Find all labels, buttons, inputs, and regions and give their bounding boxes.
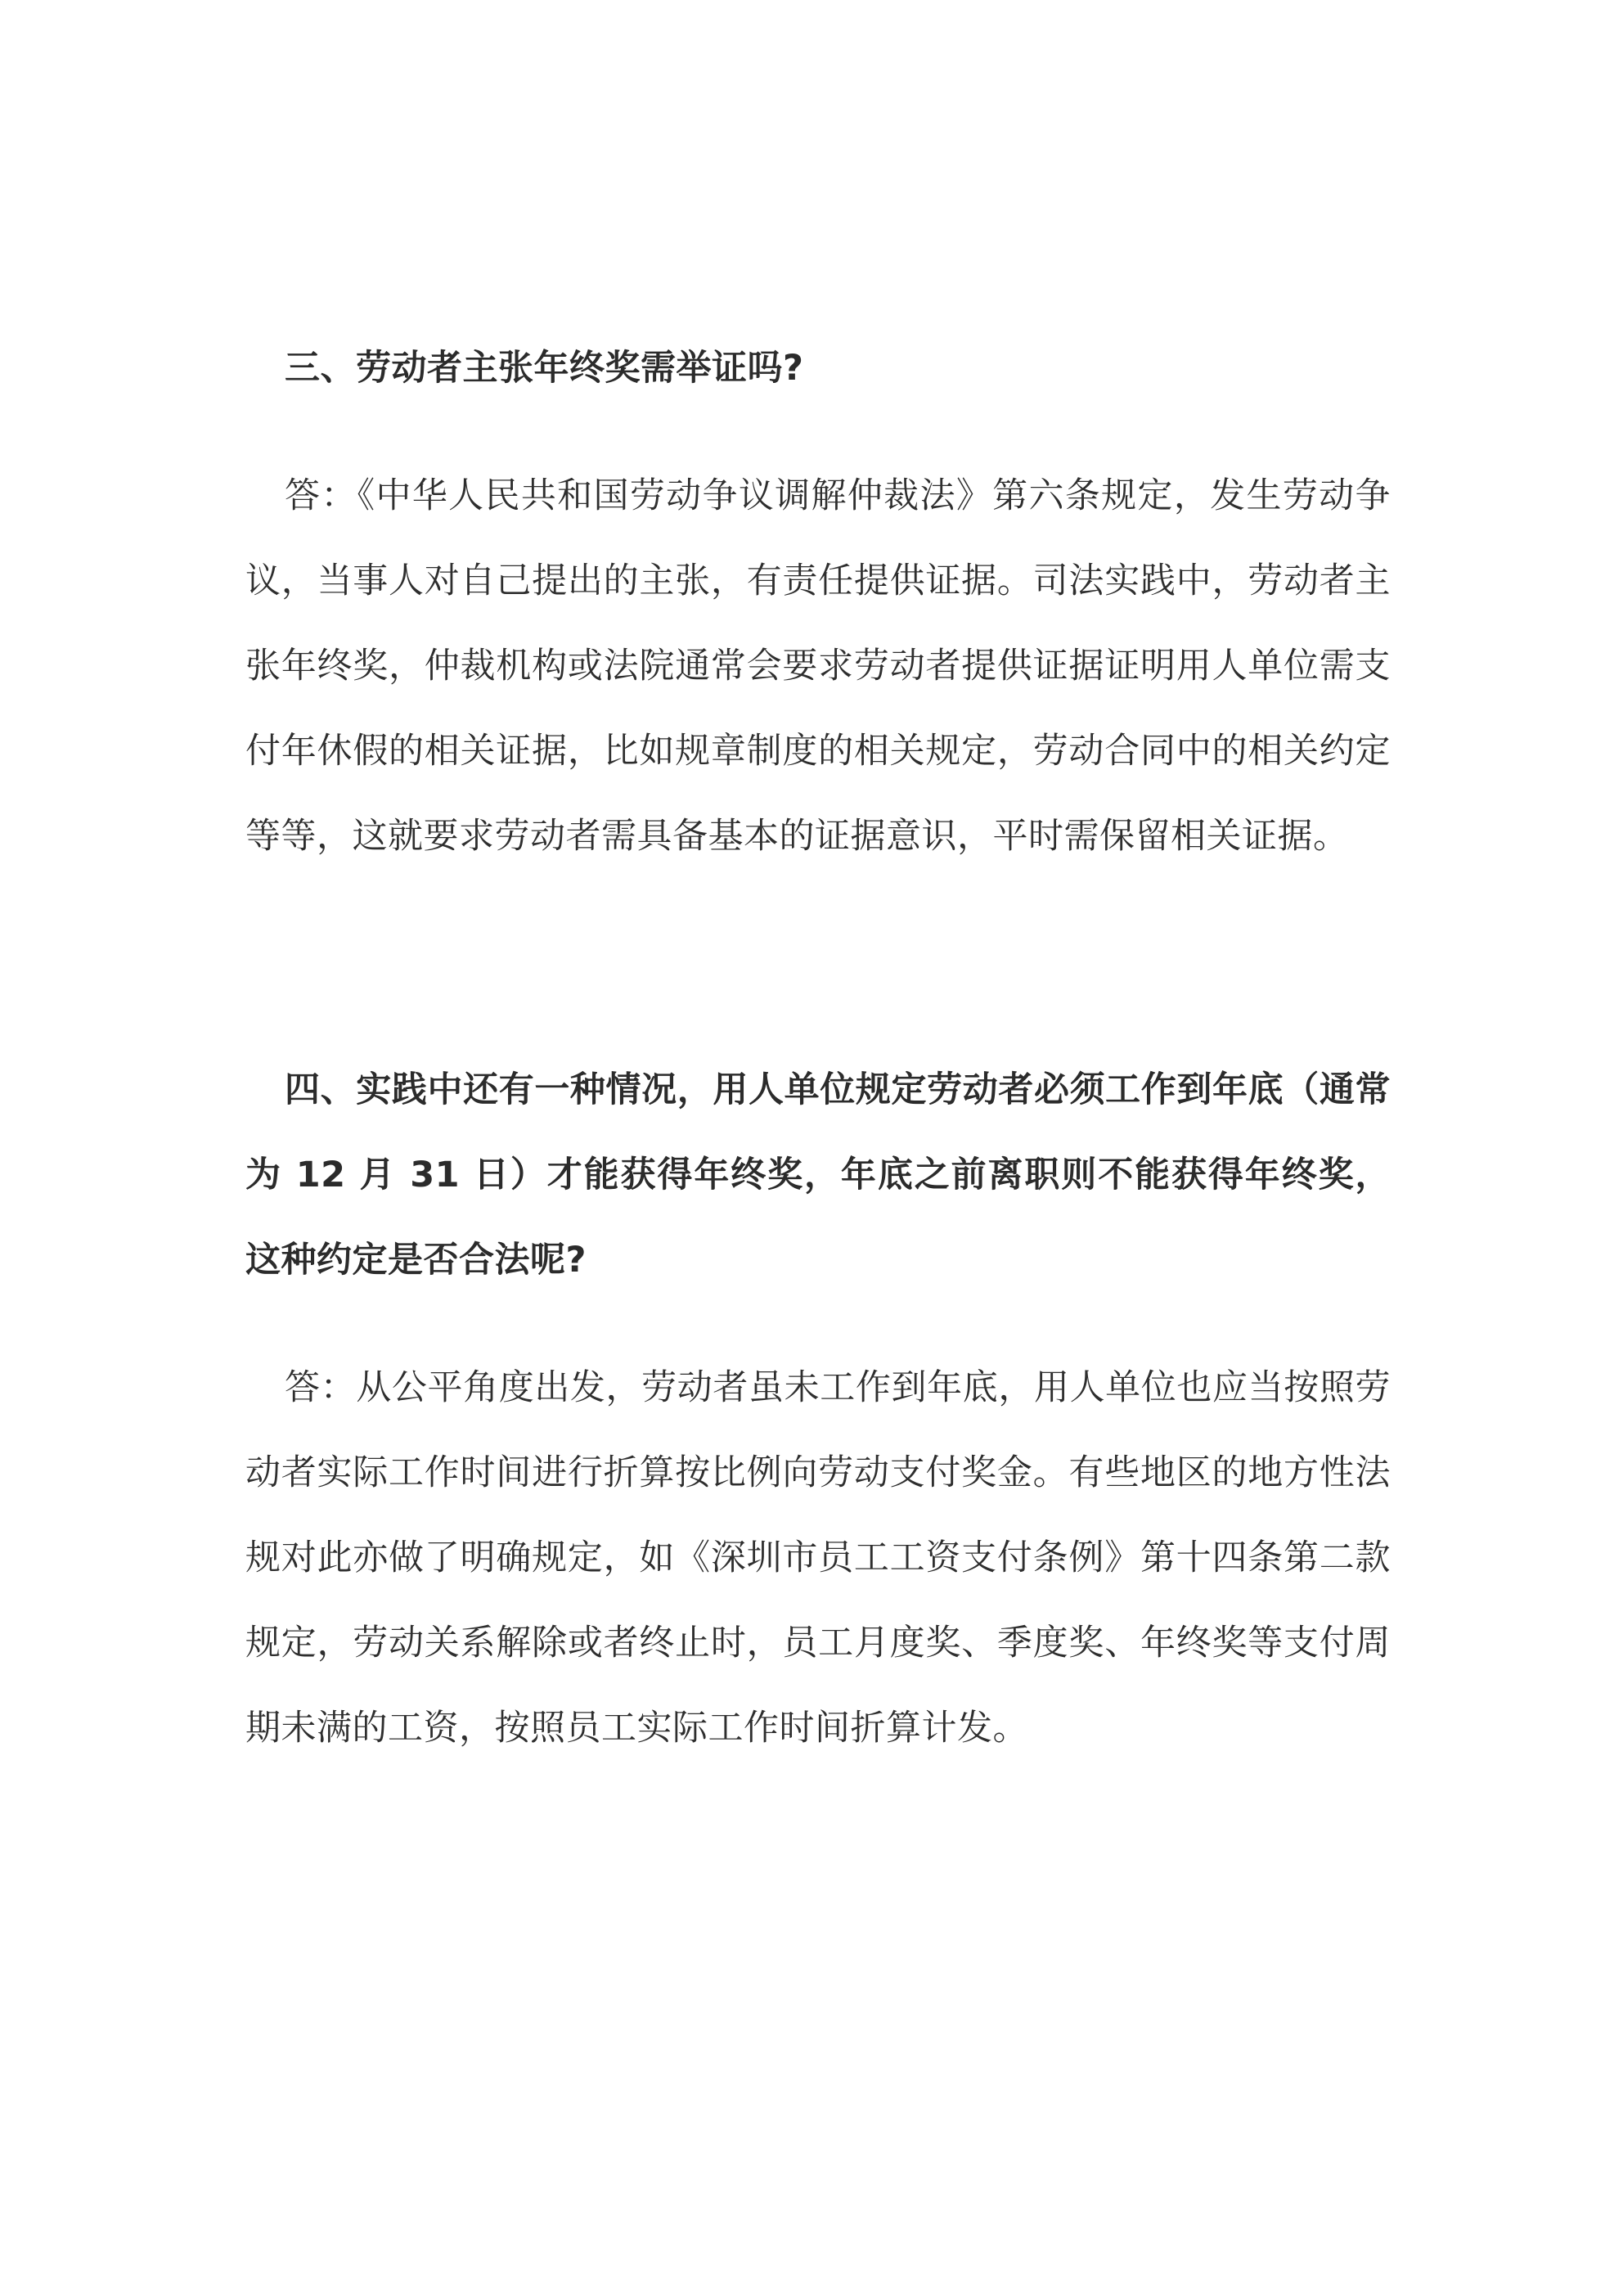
section-heading: 四、实践中还有一种情况，用人单位规定劳动者必须工作到年底（通常为 12 月 31 日）才能获得年终奖，年底之前离职则不能获得年终奖，这种约定是否合法呢? [245,1069,1391,1281]
section-answer: 答：《中华人民共和国劳动争议调解仲裁法》第六条规定，发生劳动争议，当事人对自己提出的主张，有责任提供证据。司法实践中，劳动者主张年终奖，仲裁机构或法院通常会要求劳动者提供证据证明用人单位需支付年休假的相关证据，比如规章制度的相关规定，劳动合同中的相关约定等等，这就要求劳动者需具备基本的证据意识，平时需保留相关证据。 [245,475,1391,857]
section-heading: 三、劳动者主张年终奖需举证吗? [285,348,804,389]
section-answer: 答：从公平角度出发，劳动者虽未工作到年底，用人单位也应当按照劳动者实际工作时间进行折算按比例向劳动支付奖金。有些地区的地方性法规对此亦做了明确规定，如《深圳市员工工资支付条例》第十四条第二款规定，劳动关系解除或者终止时，员工月度奖、季度奖、年终奖等支付周期未满的工资，按照员工实际工作时间折算计发。 [245,1367,1391,1749]
